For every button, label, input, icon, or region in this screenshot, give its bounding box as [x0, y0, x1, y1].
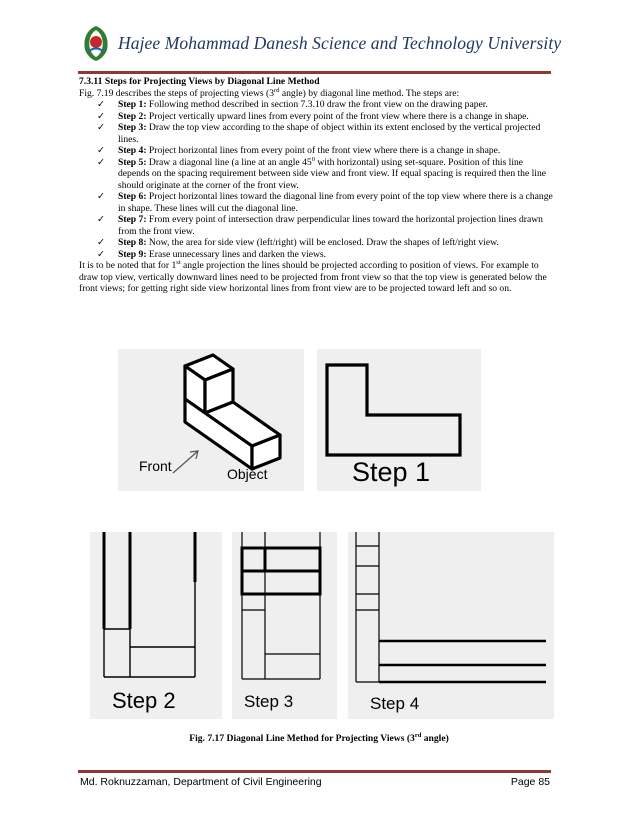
page-number: Page 85: [510, 776, 550, 788]
object-panel: [118, 349, 304, 491]
university-logo: [80, 24, 112, 62]
step1-panel: [317, 349, 481, 491]
checkmark-icon: ✓: [97, 237, 106, 248]
step-item: ✓ Step 9: Erase unnecessary lines and darken the views.: [97, 248, 327, 260]
step-item: ✓ Step 4: Project horizontal lines from every point of the front view where there is a change in shape.: [97, 145, 501, 156]
university-title: Hajee Mohammad Danesh Science and Technology University: [118, 33, 562, 53]
step3-drawing: [232, 532, 337, 719]
checkmark-icon: ✓: [97, 99, 106, 110]
checkmark-icon: ✓: [97, 145, 106, 156]
step-item: ✓ Step 6: Project horizontal lines toward the diagonal line from every point of the top view where there is a change in shape. These lines will cut the diagonal line.: [97, 191, 553, 214]
checkmark-icon: ✓: [97, 214, 106, 225]
figure-diagonal-line-method: [90, 349, 554, 721]
step2-panel: [90, 532, 222, 719]
step4-panel: [348, 532, 554, 719]
body-text: [79, 76, 553, 295]
step-item: ✓ Step 2: Project vertically upward lines from every point of the front view where there is a change in shape.: [97, 110, 529, 122]
front-label: Front: [139, 458, 172, 474]
step4-label: Step 4: [370, 694, 420, 713]
checkmark-icon: ✓: [97, 110, 106, 122]
checkmark-icon: ✓: [97, 156, 106, 168]
step-item: ✓ Step 5: Draw a diagonal line (a line at an angle $45^0$ with horizontal) using set-square. Position of this line depends on the spacing requirement between side view and front view. If equal spacing is required then the line should originate at the corner of the front view.: [97, 155, 547, 191]
step1-label: Step 1: [352, 457, 431, 487]
figure-caption: Fig. 7.17 Diagonal Line Method for Projecting Views (3rd angle): [189, 731, 449, 744]
checkmark-icon: ✓: [97, 122, 106, 133]
step-item: ✓ Step 8: Now, the area for side view (left/right) will be enclosed. Draw the shapes of left/right view.: [97, 237, 499, 248]
step3-label: Step 3: [244, 692, 294, 711]
checkmark-icon: ✓: [97, 248, 106, 260]
header-rule: [78, 71, 551, 74]
step3-panel: [232, 532, 337, 719]
footer-author: Md. Roknuzzaman, Department of Civil Engineering: [80, 776, 322, 788]
checkmark-icon: ✓: [97, 191, 106, 202]
step-item: ✓ Step 3: Draw the top view according to the shape of object within its extent enclosed by the vertical projected lines.: [97, 122, 541, 145]
step-item: ✓ Step 7: From every point of intersection draw perpendicular lines toward the horizontal projection lines drawn from the front view.: [97, 214, 543, 237]
footer-rule: [78, 770, 551, 773]
note-paragraph: It is to be noted that for 1st angle projection the lines should be projected according to position of views. For example to draw top view, vertically downward lines need to be projected from front view so that the top view is generated below the front views; for getting right side view horizontal lines from front view are to be projected toward left and so on.: [79, 258, 547, 294]
step-item: ✓ Step 1: Following method described in section 7.3.10 draw the front view on the drawing paper.: [97, 99, 488, 110]
step2-label: Step 2: [112, 688, 176, 713]
section-heading: 7.3.11 Steps for Projecting Views by Diagonal Line Method: [79, 76, 320, 87]
intro-paragraph: Fig. 7.19 describes the steps of projecting views (3rd angle) by diagonal line method. The steps are:: [79, 86, 460, 99]
step4-drawing: [348, 532, 554, 719]
object-label: Object: [227, 466, 268, 482]
steps-list: [79, 99, 553, 260]
